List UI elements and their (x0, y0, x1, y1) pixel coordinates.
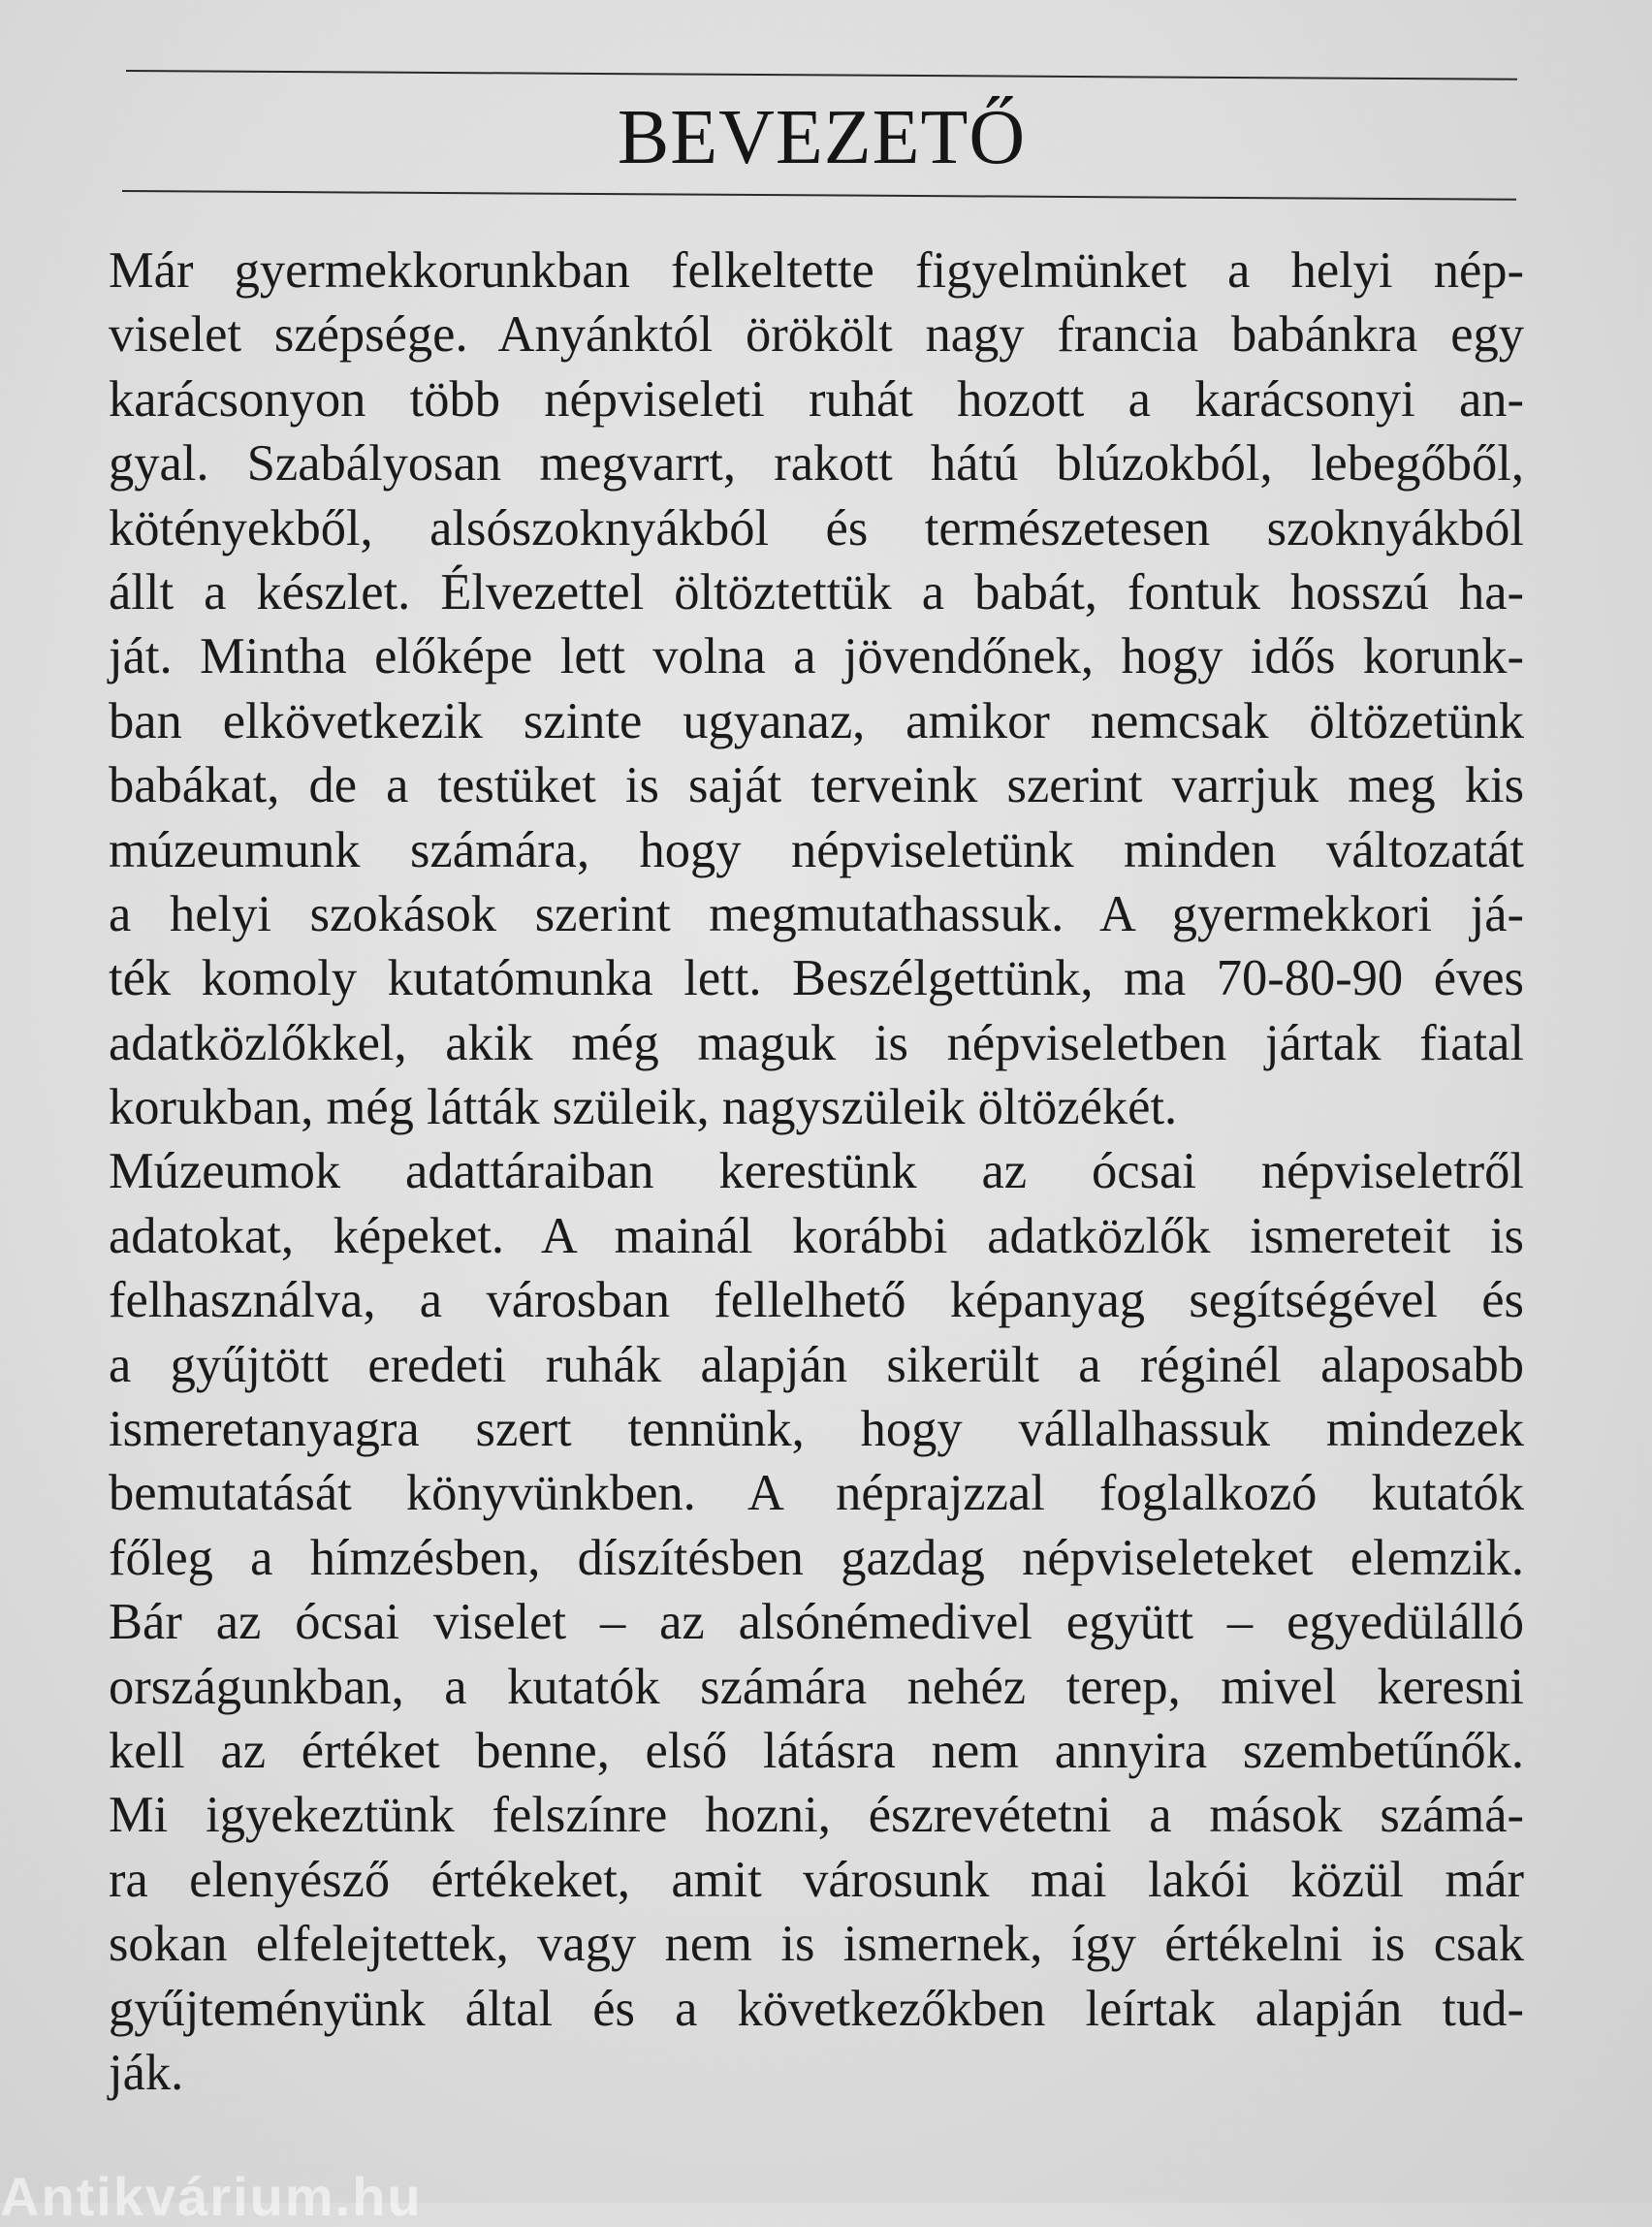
text-line: korukban, még látták szüleik, nagyszüleik öltözékét. (109, 1079, 1178, 1136)
text-line: ban elkövetkezik szinte ugyanaz, amikor nemcsak öltözetünk (109, 692, 1524, 749)
text-line: gyal. Szabályosan megvarrt, rakott hátú blúzokból, lebegőből, (109, 435, 1524, 493)
text-line: babákat, de a testüket is saját terveink szerint varrjuk meg kis (109, 757, 1524, 814)
text-line: ját. Mintha előképe lett volna a jövendőnek, hogy idős korunk- (109, 628, 1524, 685)
body-text (109, 239, 1524, 2105)
text-line: adatközlőkkel, akik még maguk is népviseletben jártak fiatal (109, 1014, 1524, 1071)
text-line: sokan elfelejtettek, vagy nem is ismernek, így értékelni is csak (109, 1916, 1524, 1973)
text-line: Már gyermekkorunkban felkeltette figyelmünket a helyi nép- (109, 242, 1524, 299)
text-line: viselet szépsége. Anyánktól örökölt nagy francia babánkra egy (109, 306, 1524, 364)
text-line: gyűjteményünk által és a következőkben leírtak alapján tud- (109, 1980, 1524, 2037)
text-line: ra elenyésző értékeket, amit városunk mai lakói közül már (109, 1851, 1524, 1908)
text-line: ják. (109, 2044, 184, 2101)
text-line: felhasználva, a városban fellelhető képanyag segítségével és (109, 1272, 1524, 1329)
text-line: állt a készlet. Élvezettel öltöztettük a babát, fontuk hosszú ha- (109, 563, 1524, 620)
text-line: múzeumunk számára, hogy népviseletünk minden változatát (109, 821, 1524, 878)
text-line: karácsonyon több népviseleti ruhát hozott a karácsonyi an- (109, 370, 1524, 428)
text-line: adatokat, képeket. A mainál korábbi adatközlők ismereteit is (109, 1207, 1524, 1264)
page-title: BEVEZETŐ (617, 95, 1027, 180)
text-line: ték komoly kutatómunka lett. Beszélgettünk, ma 70-80-90 éves (109, 950, 1524, 1007)
text-line: a helyi szokások szerint megmutathassuk. A gyermekkori já- (109, 885, 1524, 942)
text-line: kötényekből, alsószoknyákból és természetesen szoknyákból (109, 499, 1524, 557)
title-bottom-rule (122, 190, 1516, 201)
text-line: főleg a hímzésben, díszítésben gazdag népviseleteket elemzik. (109, 1529, 1524, 1586)
text-line: ismeretanyagra szert tennünk, hogy vállalhassuk mindezek (109, 1401, 1524, 1458)
text-line: országunkban, a kutatók számára nehéz terep, mivel keresni (109, 1658, 1524, 1715)
text-line: Mi igyekeztünk felszínre hozni, észrevétetni a mások számá- (109, 1787, 1524, 1844)
text-line: Múzeumok adattáraiban kerestünk az ócsai népviseletről (109, 1143, 1524, 1200)
title-top-rule (126, 70, 1517, 80)
text-line: a gyűjtött eredeti ruhák alapján sikerült a réginél alaposabb (109, 1336, 1524, 1393)
text-line: bemutatását könyvünkben. A néprajzzal foglalkozó kutatók (109, 1465, 1524, 1522)
watermark: Antikvárium.hu (0, 2166, 423, 2227)
text-line: Bár az ócsai viselet – az alsónémedivel együtt – egyedülálló (109, 1594, 1524, 1651)
text-line: kell az értéket benne, első látásra nem annyira szembetűnők. (109, 1722, 1524, 1779)
